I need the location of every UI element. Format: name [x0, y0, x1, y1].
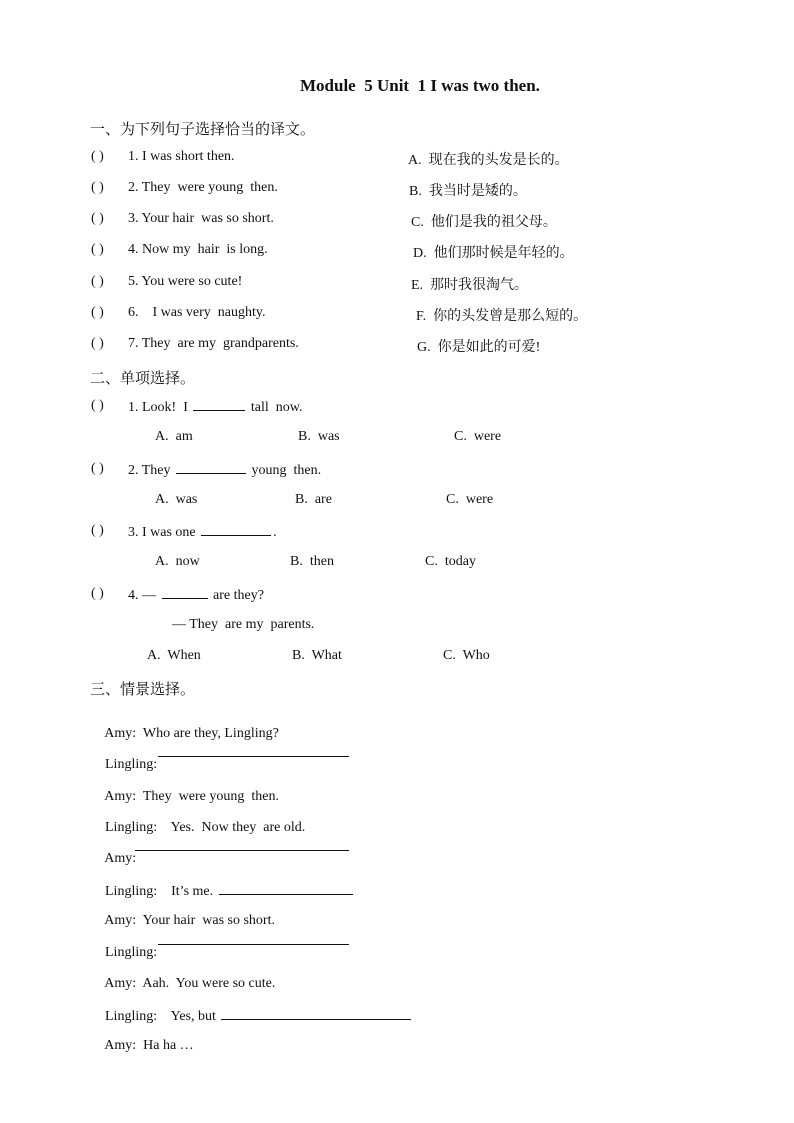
option-a: A. When — [147, 648, 201, 663]
option-c: C. today — [425, 554, 476, 569]
translation-option: E. 那时我很淘气。 — [411, 278, 529, 293]
fill-blank[interactable] — [193, 398, 245, 411]
stem-post: are they? — [213, 588, 264, 603]
speaker-name: Amy: — [104, 726, 137, 741]
stem-pre: 3. I was one — [128, 525, 196, 540]
fill-blank[interactable] — [221, 1007, 411, 1020]
sentence-text: 3. Your hair was so short. — [128, 211, 274, 226]
fill-blank[interactable] — [135, 838, 349, 851]
option-c: C. were — [454, 429, 502, 444]
fill-blank[interactable] — [158, 932, 349, 945]
option-b: B. are — [295, 492, 332, 507]
fill-blank[interactable] — [219, 882, 353, 895]
dialog-text: Ha ha … — [143, 1038, 194, 1053]
sentence-text: 2. They were young then. — [128, 180, 278, 195]
section3-heading: 三、情景选择。 — [90, 682, 196, 698]
question-stem — [128, 523, 277, 541]
answer-paren[interactable]: ( ) — [91, 586, 104, 601]
speaker-name: Lingling: — [105, 884, 158, 899]
dialog-text: Your hair was so short. — [142, 913, 275, 928]
option-b: B. then — [290, 554, 334, 569]
fill-blank[interactable] — [201, 523, 271, 536]
stem-post: young then. — [251, 463, 322, 478]
sentence-text: 1. I was short then. — [128, 149, 235, 164]
fill-blank[interactable] — [162, 586, 208, 599]
answer-paren[interactable]: ( ) — [91, 149, 104, 164]
fill-blank[interactable] — [176, 461, 246, 474]
dialog-text: Yes. Now they are old. — [170, 820, 306, 835]
answer-paren[interactable]: ( ) — [91, 336, 104, 351]
speaker-name: Lingling: — [105, 945, 158, 960]
option-b: B. What — [292, 648, 342, 663]
sentence-text: 4. Now my hair is long. — [128, 242, 268, 257]
question-stem — [128, 586, 264, 604]
dialog-line — [91, 1022, 194, 1070]
speaker-name: Lingling: — [105, 757, 158, 772]
answer-paren[interactable]: ( ) — [91, 242, 104, 257]
stem-post: . — [273, 525, 277, 540]
translation-option: G. 你是如此的可爱! — [417, 340, 541, 355]
section1-heading: 一、为下列句子选择恰当的译文。 — [90, 122, 316, 138]
answer-paren[interactable]: ( ) — [91, 398, 104, 413]
dialog-text: They were young then. — [142, 789, 279, 804]
speaker-name: Amy: — [104, 913, 137, 928]
speaker-name: Lingling: — [105, 820, 158, 835]
answer-paren[interactable]: ( ) — [91, 461, 104, 476]
option-c: C. were — [446, 492, 494, 507]
stem-pre: 2. They — [128, 463, 171, 478]
fill-blank[interactable] — [158, 744, 349, 757]
dialog-text: Aah. You were so cute. — [142, 976, 276, 991]
question-stem — [128, 398, 302, 416]
section2-heading: 二、单项选择。 — [90, 371, 196, 387]
question-answer-line: — They are my parents. — [172, 617, 315, 632]
speaker-name: Amy: — [104, 976, 137, 991]
translation-option: A. 现在我的头发是长的。 — [408, 153, 569, 168]
answer-paren[interactable]: ( ) — [91, 180, 104, 195]
sentence-text: 5. You were so cute! — [128, 274, 243, 289]
option-b: B. was — [298, 429, 340, 444]
speaker-name: Lingling: — [105, 1009, 158, 1024]
stem-pre: 1. Look! I — [128, 400, 188, 415]
option-a: A. am — [155, 429, 193, 444]
dialog-text: Who are they, Lingling? — [142, 726, 279, 741]
speaker-name: Amy: — [104, 1038, 137, 1053]
answer-paren[interactable]: ( ) — [91, 274, 104, 289]
translation-option: B. 我当时是矮的。 — [409, 184, 527, 199]
option-a: A. was — [155, 492, 198, 507]
answer-paren[interactable]: ( ) — [91, 305, 104, 320]
translation-option: D. 他们那时候是年轻的。 — [413, 246, 574, 261]
translation-option: F. 你的头发曾是那么短的。 — [416, 309, 588, 324]
stem-post: tall now. — [250, 400, 303, 415]
dialog-text: Yes, but — [170, 1009, 216, 1024]
answer-paren[interactable]: ( ) — [91, 211, 104, 226]
speaker-name: Amy: — [104, 851, 137, 866]
answer-paren[interactable]: ( ) — [91, 523, 104, 538]
translation-option: C. 他们是我的祖父母。 — [411, 215, 557, 230]
sentence-text: 7. They are my grandparents. — [128, 336, 299, 351]
page-title: Module 5 Unit 1 I was two then. — [300, 76, 540, 95]
question-stem — [128, 461, 321, 479]
option-c: C. Who — [443, 648, 490, 663]
stem-pre: 4. — — [128, 588, 156, 603]
speaker-name: Amy: — [104, 789, 137, 804]
dialog-text: It’s me. — [171, 884, 214, 899]
option-a: A. now — [155, 554, 200, 569]
sentence-text: 6. I was very naughty. — [128, 305, 266, 320]
